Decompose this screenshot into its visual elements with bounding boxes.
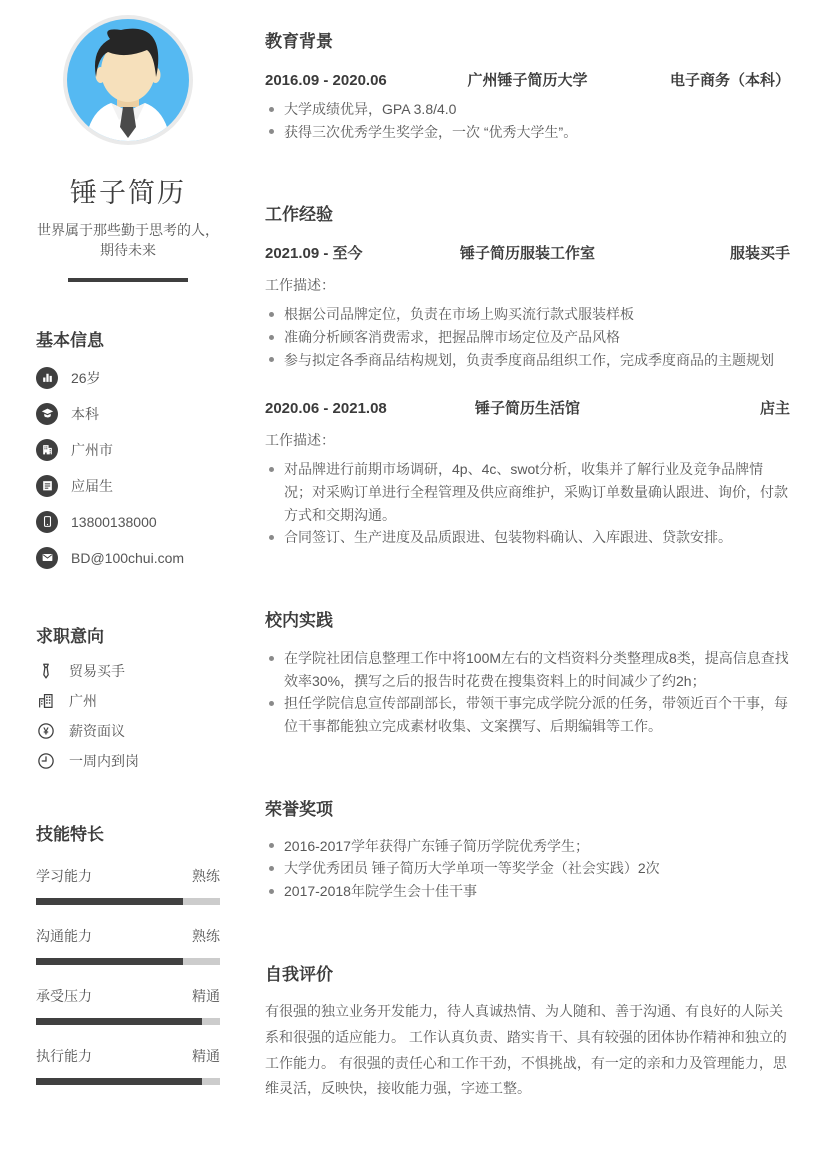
work-desc-label: 工作描述： [265,277,335,294]
info-value: BD@100chui.com [71,549,185,566]
education-bullets [265,98,790,143]
info-value: 广州市 [71,441,113,458]
list-item: 在学院社团信息整理工作中将100M左右的文档资料分类整理成8类，提高信息查找效率30%，撰写之后的报告时花费在搜集资料上的时间减少了约2h； [265,647,790,692]
list-item [36,746,220,776]
work-section [265,200,790,549]
list-item: 2017-2018年院学生会十佳干事 [265,880,790,903]
job-intention-section [36,622,220,776]
skill-item [36,866,220,905]
list-item: 担任学院信息宣传部副部长，带领干事完成学院分派的任务，带领近百个干事，每位干事都能独立完成素材收集、文案撰写、后期编辑等工作。 [265,692,790,737]
skill-item [36,986,220,1025]
work-heading: 工作经验 [265,205,333,225]
work-bullets [265,303,790,371]
work-company: 锤子简历服装工作室 [459,245,595,263]
intent-value: 贸易买手 [69,662,125,679]
work-bullets [265,458,790,549]
education-section [265,27,790,143]
list-item [36,504,220,540]
sidebar [0,0,225,1160]
list-item [36,656,220,686]
skill-bar [36,1078,220,1085]
evaluation-text: 有很强的独立业务开发能力，待人真诚热情、为人随和、善于沟通、有良好的人际关系和很强的适应能力。 工作认真负责、踏实肯干、具有较强的团体协作精神和独立的工作能力。 有很强的责任心和工作干劲，不惧挑战，有一定的亲和力及管理能力，思维灵活，反映快，接收能力强，字迹工整。 [265,1002,787,1097]
candidate-name: 锤子简历 [70,178,186,208]
building-icon [36,691,56,711]
info-value: 26岁 [71,369,101,386]
skill-label: 沟通能力 [36,927,92,944]
info-value: 应届生 [71,477,113,494]
skill-item [36,1046,220,1085]
intent-value: 广州 [69,692,97,709]
list-item [36,686,220,716]
campus-section [265,606,790,738]
tagline [36,220,220,261]
list-item [36,716,220,746]
work-company: 锤子简历生活馆 [474,400,580,418]
list-item: 对品牌进行前期市场调研，4p、4c、swot分析，收集并了解行业及竞争品牌情况；对采购订单进行全程管理及供应商维护，采购订单数量确认跟进、询价，付款方式和交期沟通。 [265,458,790,526]
basic-info-section [36,326,220,576]
basic-info-heading: 基本信息 [36,330,104,350]
education-period: 2016.09 - 2020.06 [265,72,387,89]
work-entry [265,397,790,549]
work-role: 服装买手 [729,245,790,263]
work-role: 店主 [759,400,790,418]
basic-info-list [36,360,220,576]
skill-level: 精通 [192,987,220,1004]
tie-icon [36,661,56,681]
campus-bullets [265,647,790,738]
skill-label: 学习能力 [36,867,92,884]
work-entry [265,242,790,371]
education-major: 电子商务（本科） [669,72,790,89]
skill-level: 熟练 [192,927,220,944]
avatar [63,15,193,145]
list-item [36,468,220,504]
list-item: 参与拟定各季商品结构规划，负责季度商品组织工作，完成季度商品的主题规划 [265,349,790,372]
phone-icon [36,511,58,533]
info-value: 本科 [71,405,99,422]
main-column [225,0,820,1160]
job-intention-heading: 求职意向 [36,626,104,646]
list-item: 根据公司品牌定位，负责在市场上购买流行款式服装样板 [265,303,790,326]
work-period: 2020.06 - 2021.08 [265,400,387,418]
skill-label: 执行能力 [36,1047,92,1064]
intent-value: 薪资面议 [69,722,125,739]
skill-bar-fill [36,898,183,905]
list-item: 2016-2017学年获得广东锤子简历学院优秀学生； [265,835,790,858]
clock-icon [36,751,56,771]
education-heading: 教育背景 [265,32,333,51]
campus-heading: 校内实践 [265,611,333,631]
work-entry-header [265,397,790,418]
salary-icon [36,721,56,741]
list-item [36,360,220,396]
intent-value: 一周内到岗 [69,752,139,769]
status-icon [36,475,58,497]
honors-bullets [265,835,790,903]
skill-bar [36,958,220,965]
skill-bar [36,1018,220,1025]
city-icon [36,439,58,461]
honors-heading: 荣誉奖项 [265,799,333,819]
list-item [36,540,220,576]
work-period: 2021.09 - 至今 [265,245,363,263]
skill-bar-fill [36,1018,202,1025]
list-item: 获得三次优秀学生奖学金，一次 “优秀大学生”。 [265,121,790,144]
skill-bar-fill [36,958,183,965]
degree-icon [36,403,58,425]
skill-label: 承受压力 [36,987,92,1004]
skills-section [36,820,220,1085]
list-item [36,396,220,432]
education-entry-header [265,69,790,90]
list-item: 大学成绩优异，GPA 3.8/4.0 [265,98,790,121]
email-icon [36,547,58,569]
skill-level: 熟练 [192,867,220,884]
skill-level: 精通 [192,1047,220,1064]
skills-heading: 技能特长 [36,824,104,844]
evaluation-section [265,960,790,1103]
list-item [36,432,220,468]
list-item: 合同签订、生产进度及品质跟进、包装物料确认、入库跟进、贷款安排。 [265,526,790,549]
skill-bar [36,898,220,905]
education-school: 广州锤子简历大学 [467,72,588,89]
job-intention-list [36,656,220,776]
info-value: 13800138000 [71,513,157,530]
work-entry-header [265,242,790,263]
honors-section [265,795,790,903]
tagline-line2: 期待未来 [100,242,156,259]
skill-item [36,926,220,965]
work-desc-label: 工作描述： [265,432,335,449]
list-item: 准确分析顾客消费需求，把握品牌市场定位及产品风格 [265,326,790,349]
age-icon [36,367,58,389]
evaluation-heading: 自我评价 [265,964,333,984]
skill-bar-fill [36,1078,202,1085]
name-divider [68,278,188,282]
tagline-line1: 世界属于那些勤于思考的人， [37,222,219,238]
svg-text:¥: ¥ [43,725,49,737]
list-item: 大学优秀团员 锤子简历大学单项一等奖学金（社会实践）2次 [265,857,790,880]
